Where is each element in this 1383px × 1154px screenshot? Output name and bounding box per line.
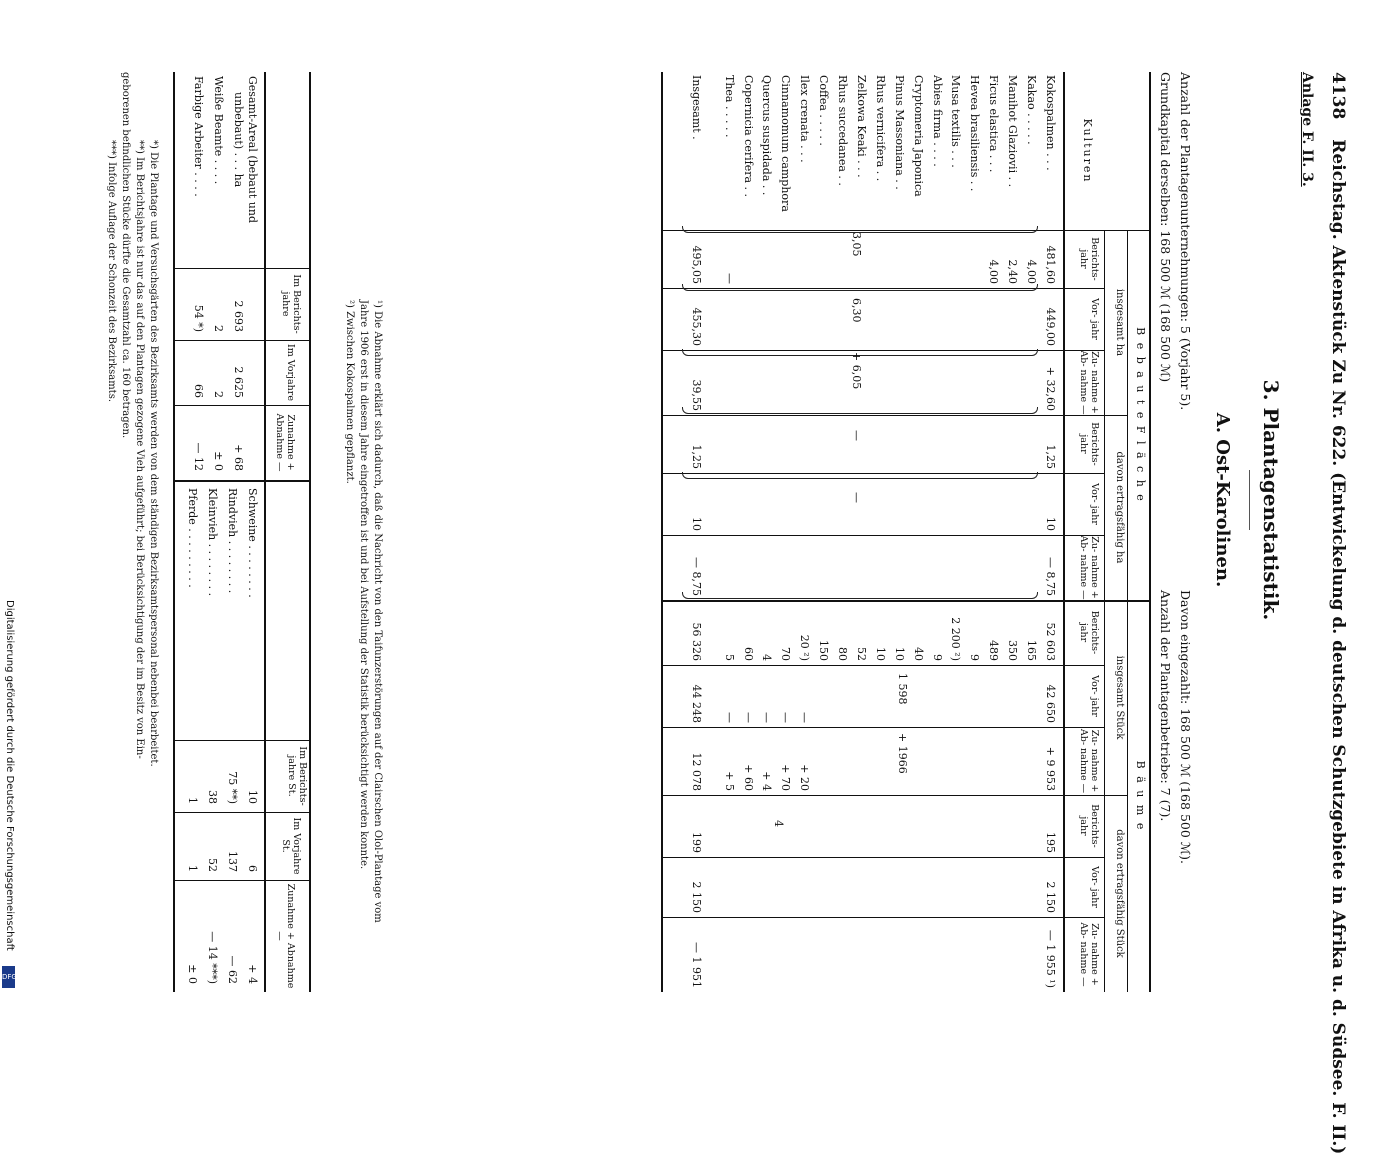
sidebar-note-text: Digitalisierung gefördert durch die Deutsche Forschungsgemeinschaft	[4, 600, 15, 951]
group-value: + 6,05	[850, 352, 863, 390]
table-row-cell: 165	[1025, 640, 1039, 661]
lower-row-cell: 1	[186, 865, 199, 872]
lower-row-cell: 66	[192, 384, 205, 398]
table-row-label: Manihot Glaziovii . .	[1006, 75, 1020, 188]
column-header: Vor- jahr	[1089, 298, 1100, 340]
table-row-cell: 150	[817, 640, 831, 661]
total-row-cell: — 1 951	[689, 942, 703, 988]
total-row-cell: 44 248	[689, 684, 703, 723]
table-row-label: Copernicia cerifera . .	[741, 75, 755, 198]
group-header-baeume: B ä u m e	[1134, 760, 1147, 832]
table-row-cell: 40	[911, 647, 925, 661]
lower-footnote-2b: geborenen befindlichen Stücke dürfte die Gesamtzahl ca. 160 betragen.	[120, 72, 131, 439]
total-row-cell: 56 326	[689, 622, 703, 661]
col-divider	[663, 917, 1105, 918]
lower-row-label: Gesamt-Areal (bebaut und	[246, 76, 259, 224]
table-row-cell: 489	[987, 640, 1001, 661]
group-value: + 1966	[896, 733, 909, 774]
group-value: 3,05	[850, 232, 863, 257]
lower-row-cell: 75 **)	[226, 771, 239, 804]
lower-row-cell: 38	[206, 790, 219, 804]
total-row-cell: 2 150	[689, 881, 703, 913]
table-row-cell: 42 650	[1044, 684, 1057, 723]
section-title: A. Ost-Karolinen.	[1212, 412, 1233, 588]
col-divider	[663, 535, 1105, 536]
table-row-cell: —	[722, 712, 736, 723]
table-row-cell: 2 150	[1044, 881, 1057, 913]
table-row-cell: 52	[855, 647, 868, 661]
lower-header-vorjahre: Im Vorjahre	[285, 344, 296, 401]
title-divider	[1249, 470, 1250, 530]
table-row-label: Kakao . . . . .	[1025, 75, 1039, 145]
column-header: Zu- nahme + Ab- nahme —	[1078, 728, 1100, 794]
column-header: Zu- nahme + Ab- nahme —	[1078, 535, 1100, 600]
table-row-cell: 4,00	[1025, 259, 1039, 284]
running-title: Reichstag. Aktenstück Zu Nr. 622. (Entwickelung d. deutschen Schutzgebiete in Afrika u. d. Südsee. F. II.)	[1328, 139, 1348, 1154]
lower-header-zunahme: Zunahme + Abnahme —	[274, 413, 296, 472]
lower-footnote-1: *) Die Plantage und Versuchsgärten des Bezirksamts werden von dem ständigen Bezirksamtspersonal nebenbei bearbeitet.	[148, 140, 159, 767]
group-value: —	[850, 430, 863, 441]
table-row-cell: 4	[760, 654, 774, 661]
table-row-cell: 2 200 ²)	[949, 617, 963, 661]
lower-header-vorjahre-st: Im Vorjahre St.	[280, 817, 302, 875]
lower-row-cell: 10	[246, 790, 259, 804]
lower-row-cell: ± 0	[186, 964, 199, 984]
info-betriebe: Anzahl der Plantagenbetriebe: 7 (7).	[1158, 590, 1173, 822]
lower-row-cell: 1	[186, 797, 199, 804]
lower-table-header-rule	[264, 72, 266, 992]
running-header	[1328, 72, 1348, 1154]
table-row-label: Cinnamomum camphora	[779, 75, 793, 212]
table-row-cell: 9	[968, 654, 982, 661]
table-row-cell: —	[798, 712, 812, 723]
total-row-cell: 455,30	[689, 307, 703, 346]
subgroup-header-rule	[1104, 230, 1105, 992]
column-header: Zu- nahme + Ab- nahme —	[1078, 350, 1100, 415]
table-bottom-rule	[661, 72, 663, 992]
footnote-1a: ¹) Die Abnahme erklärt sich dadurch, daß die Nachricht von den Taifunzerstörungen auf der Clairschen Olol-Plantage vom	[372, 300, 383, 923]
total-row-cell: 12 078	[689, 752, 703, 791]
lower-header-zunahme-st: Zunahme + Abnahme —	[274, 883, 296, 989]
subheader-baeume-ertr: davon ertragsfähig Stück	[1114, 829, 1125, 958]
total-row-label: Insgesamt .	[689, 75, 703, 140]
total-row-cell: 10	[689, 517, 703, 531]
table-row-cell: + 5	[722, 771, 736, 791]
table-row-label: Rhus vernicifera . .	[873, 75, 887, 182]
table-row-cell: + 70	[779, 764, 793, 791]
lower-footnote-3: ***) Infolge Auflage der Schonzeit des Bezirksamts.	[106, 140, 117, 403]
table-row-label: Rhus succedanea . .	[836, 75, 850, 186]
group-brace	[682, 472, 1038, 479]
info-eingezahlt: Davon eingezahlt: 168 500 ℳ (168 500 ℳ).	[1178, 590, 1193, 864]
table-row-cell: —	[741, 712, 755, 723]
table-row-cell: + 9 953	[1044, 746, 1057, 791]
col-divider	[663, 795, 1128, 796]
lower-header-berichtsjahre-st: Im Berichts- jahre St.	[286, 746, 308, 806]
lower-row-cell: + 4	[246, 964, 259, 984]
lower-row-label: Kleinvieh . . . . . . . .	[206, 488, 219, 597]
group-value: 1 598	[896, 673, 909, 705]
column-header: Berichts- jahr	[1078, 237, 1100, 281]
table-row-cell: — 1 955 ¹)	[1044, 929, 1057, 988]
lower-row-cell: — 14 ***)	[206, 931, 219, 984]
column-header-kulturen: Kulturen	[1081, 118, 1094, 184]
lower-row-cell: ± 0	[212, 451, 225, 471]
subheader-flaeche-ins: insgesamt ha	[1114, 288, 1125, 357]
total-row-cell: 1,25	[689, 444, 703, 469]
col-divider	[663, 415, 1128, 416]
total-row-cell: — 8,75	[689, 557, 703, 596]
table-row-cell: + 4	[760, 771, 774, 791]
lower-row-cell: 2	[212, 325, 225, 332]
table-row-label: Thea . . . . .	[722, 75, 736, 138]
column-header: Berichts- jahr	[1078, 804, 1100, 848]
sidebar-note	[2, 600, 15, 1000]
lower-table-bottom-rule	[173, 72, 175, 992]
table-row-cell: 10	[873, 647, 887, 661]
table-row-cell: + 32,60	[1044, 366, 1057, 411]
lower-col-divider-main	[175, 480, 311, 482]
lower-row-cell: 2 693	[232, 300, 245, 332]
info-unternehmungen: Anzahl der Plantagenunternehmungen: 5 (Vorjahr 5).	[1178, 72, 1193, 411]
column-header: Berichts- jahr	[1078, 610, 1100, 655]
table-row-cell: 350	[1006, 640, 1020, 661]
lower-row-cell: 137	[226, 851, 239, 872]
column-header: Zu- nahme + Ab- nahme —	[1078, 922, 1100, 987]
lower-row-cell: 54 *)	[192, 304, 205, 332]
footnote-1b: Jahre 1906 erst in diesem Jahre eingetroffen ist und bei Aufstellung der Statistik berücksichtigt werden konnte.	[358, 300, 369, 870]
table-row-cell: —	[779, 712, 793, 723]
table-row-label: Zelkowa Keaki . . .	[855, 75, 868, 178]
info-grundkapital: Grundkapital derselben: 168 500 ℳ (168 500 ℳ)	[1158, 72, 1173, 383]
table-row-cell: + 60	[741, 764, 755, 791]
total-row-cell: 495,05	[689, 245, 703, 284]
lower-row-cell: 52	[206, 858, 219, 872]
header-bottom-rule	[1063, 72, 1065, 992]
subheader-baeume-ins: insgesamt Stück	[1114, 655, 1125, 740]
table-row-cell: 20 ²)	[798, 634, 812, 661]
table-row-label: Coffea . . . . .	[817, 75, 831, 146]
lower-footnote-2a: **) Im Berichtsjahre ist nur das auf den Plantagen gezogene Vieh aufgeführt; bei Berücksichtigung der im Besitz von Ein-	[134, 140, 145, 759]
table-row-label: Musa textilis . . .	[949, 75, 963, 168]
lower-row-label: unbebaut) . . . ha	[232, 92, 245, 188]
table-row-cell: 195	[1044, 832, 1057, 853]
lower-row-label: Rindvieh . . . . . . . .	[226, 488, 239, 594]
table-row-cell: 52 603	[1044, 622, 1057, 661]
lower-row-cell: 2	[212, 391, 225, 398]
column-header: Vor- jahr	[1089, 866, 1100, 908]
group-value: 6,30	[850, 298, 863, 323]
table-row-label: Quercus suspidada . .	[760, 75, 774, 196]
lower-table-top-rule	[309, 72, 311, 992]
table-row-cell: 70	[779, 647, 793, 661]
table-row-cell: —	[722, 273, 736, 284]
anlage-label: Anlage F. II. 3.	[1299, 72, 1315, 187]
table-row-cell: 60	[741, 647, 755, 661]
dfg-logo: DFG	[2, 966, 15, 988]
table-row-label: Pinus Massoniana . .	[892, 75, 906, 190]
table-row-cell: —	[760, 712, 774, 723]
lower-header-berichtsjahre: Im Berichts- jahre	[280, 274, 302, 334]
table-row-cell: 9	[930, 654, 944, 661]
group-header-flaeche: B e b a u t e F l ä c h e	[1134, 327, 1147, 503]
group-header-rule	[1127, 230, 1128, 992]
table-row-label: Kokospalmen . . .	[1044, 75, 1057, 171]
table-row-cell: 1,25	[1044, 444, 1057, 469]
col-divider	[663, 857, 1105, 858]
table-row-label: Ficus elastica . . .	[987, 75, 1001, 173]
group-brace	[682, 407, 1038, 414]
table-row-cell: — 8,75	[1044, 557, 1057, 596]
table-row-label: Ilex crenata . . .	[798, 75, 812, 163]
table-row-cell: 481,60	[1044, 245, 1057, 284]
lower-row-cell: 6	[246, 865, 259, 872]
column-header: Vor- jahr	[1089, 483, 1100, 525]
group-brace	[682, 592, 1038, 599]
lower-row-cell: + 68	[232, 444, 245, 471]
footnote-2: ²) Zwischen Kokospalmen gepflanzt.	[344, 300, 355, 484]
table-top-rule	[1149, 72, 1151, 992]
lower-row-label: Schweine . . . . . . . .	[246, 488, 259, 598]
column-header: Berichts- jahr	[1078, 422, 1100, 466]
group-value: —	[850, 492, 863, 503]
lower-row-cell: 2 625	[232, 366, 245, 398]
lower-row-cell: — 12	[192, 442, 205, 471]
group-brace	[682, 284, 1038, 291]
lower-row-label: Pferde . . . . . . . . .	[186, 488, 199, 588]
table-row-label: Hevea brasiliensis . .	[968, 75, 982, 192]
group-value: 4	[772, 820, 785, 827]
total-row-cell: 39,55	[689, 379, 703, 411]
lower-row-label: Farbige Arbeiter . . . .	[192, 76, 205, 197]
table-row-label: Abies firma . . . .	[930, 75, 944, 167]
table-row-label: Cryptomeria Japonica	[911, 75, 925, 197]
table-row-cell: 80	[836, 647, 850, 661]
lower-row-label: Weiße Beamte . . . .	[212, 76, 225, 185]
column-header: Vor- jahr	[1089, 675, 1100, 717]
total-row-cell: 199	[689, 832, 703, 853]
page-number: 4138	[1328, 72, 1348, 120]
table-row-cell: 449,00	[1044, 307, 1057, 346]
table-row-cell: 4,00	[987, 259, 1001, 284]
lower-row-cell: — 62	[226, 955, 239, 984]
table-row-cell: 5	[722, 654, 736, 661]
table-row-cell: + 20	[798, 764, 812, 791]
table-row-cell: 10	[892, 647, 906, 661]
table-row-cell: 2,40	[1006, 259, 1020, 284]
page-title: 3. Plantagenstatistik.	[1259, 379, 1283, 621]
subheader-flaeche-ertr: davon ertragsfähig ha	[1114, 451, 1125, 564]
table-row-cell: 10	[1044, 517, 1057, 531]
